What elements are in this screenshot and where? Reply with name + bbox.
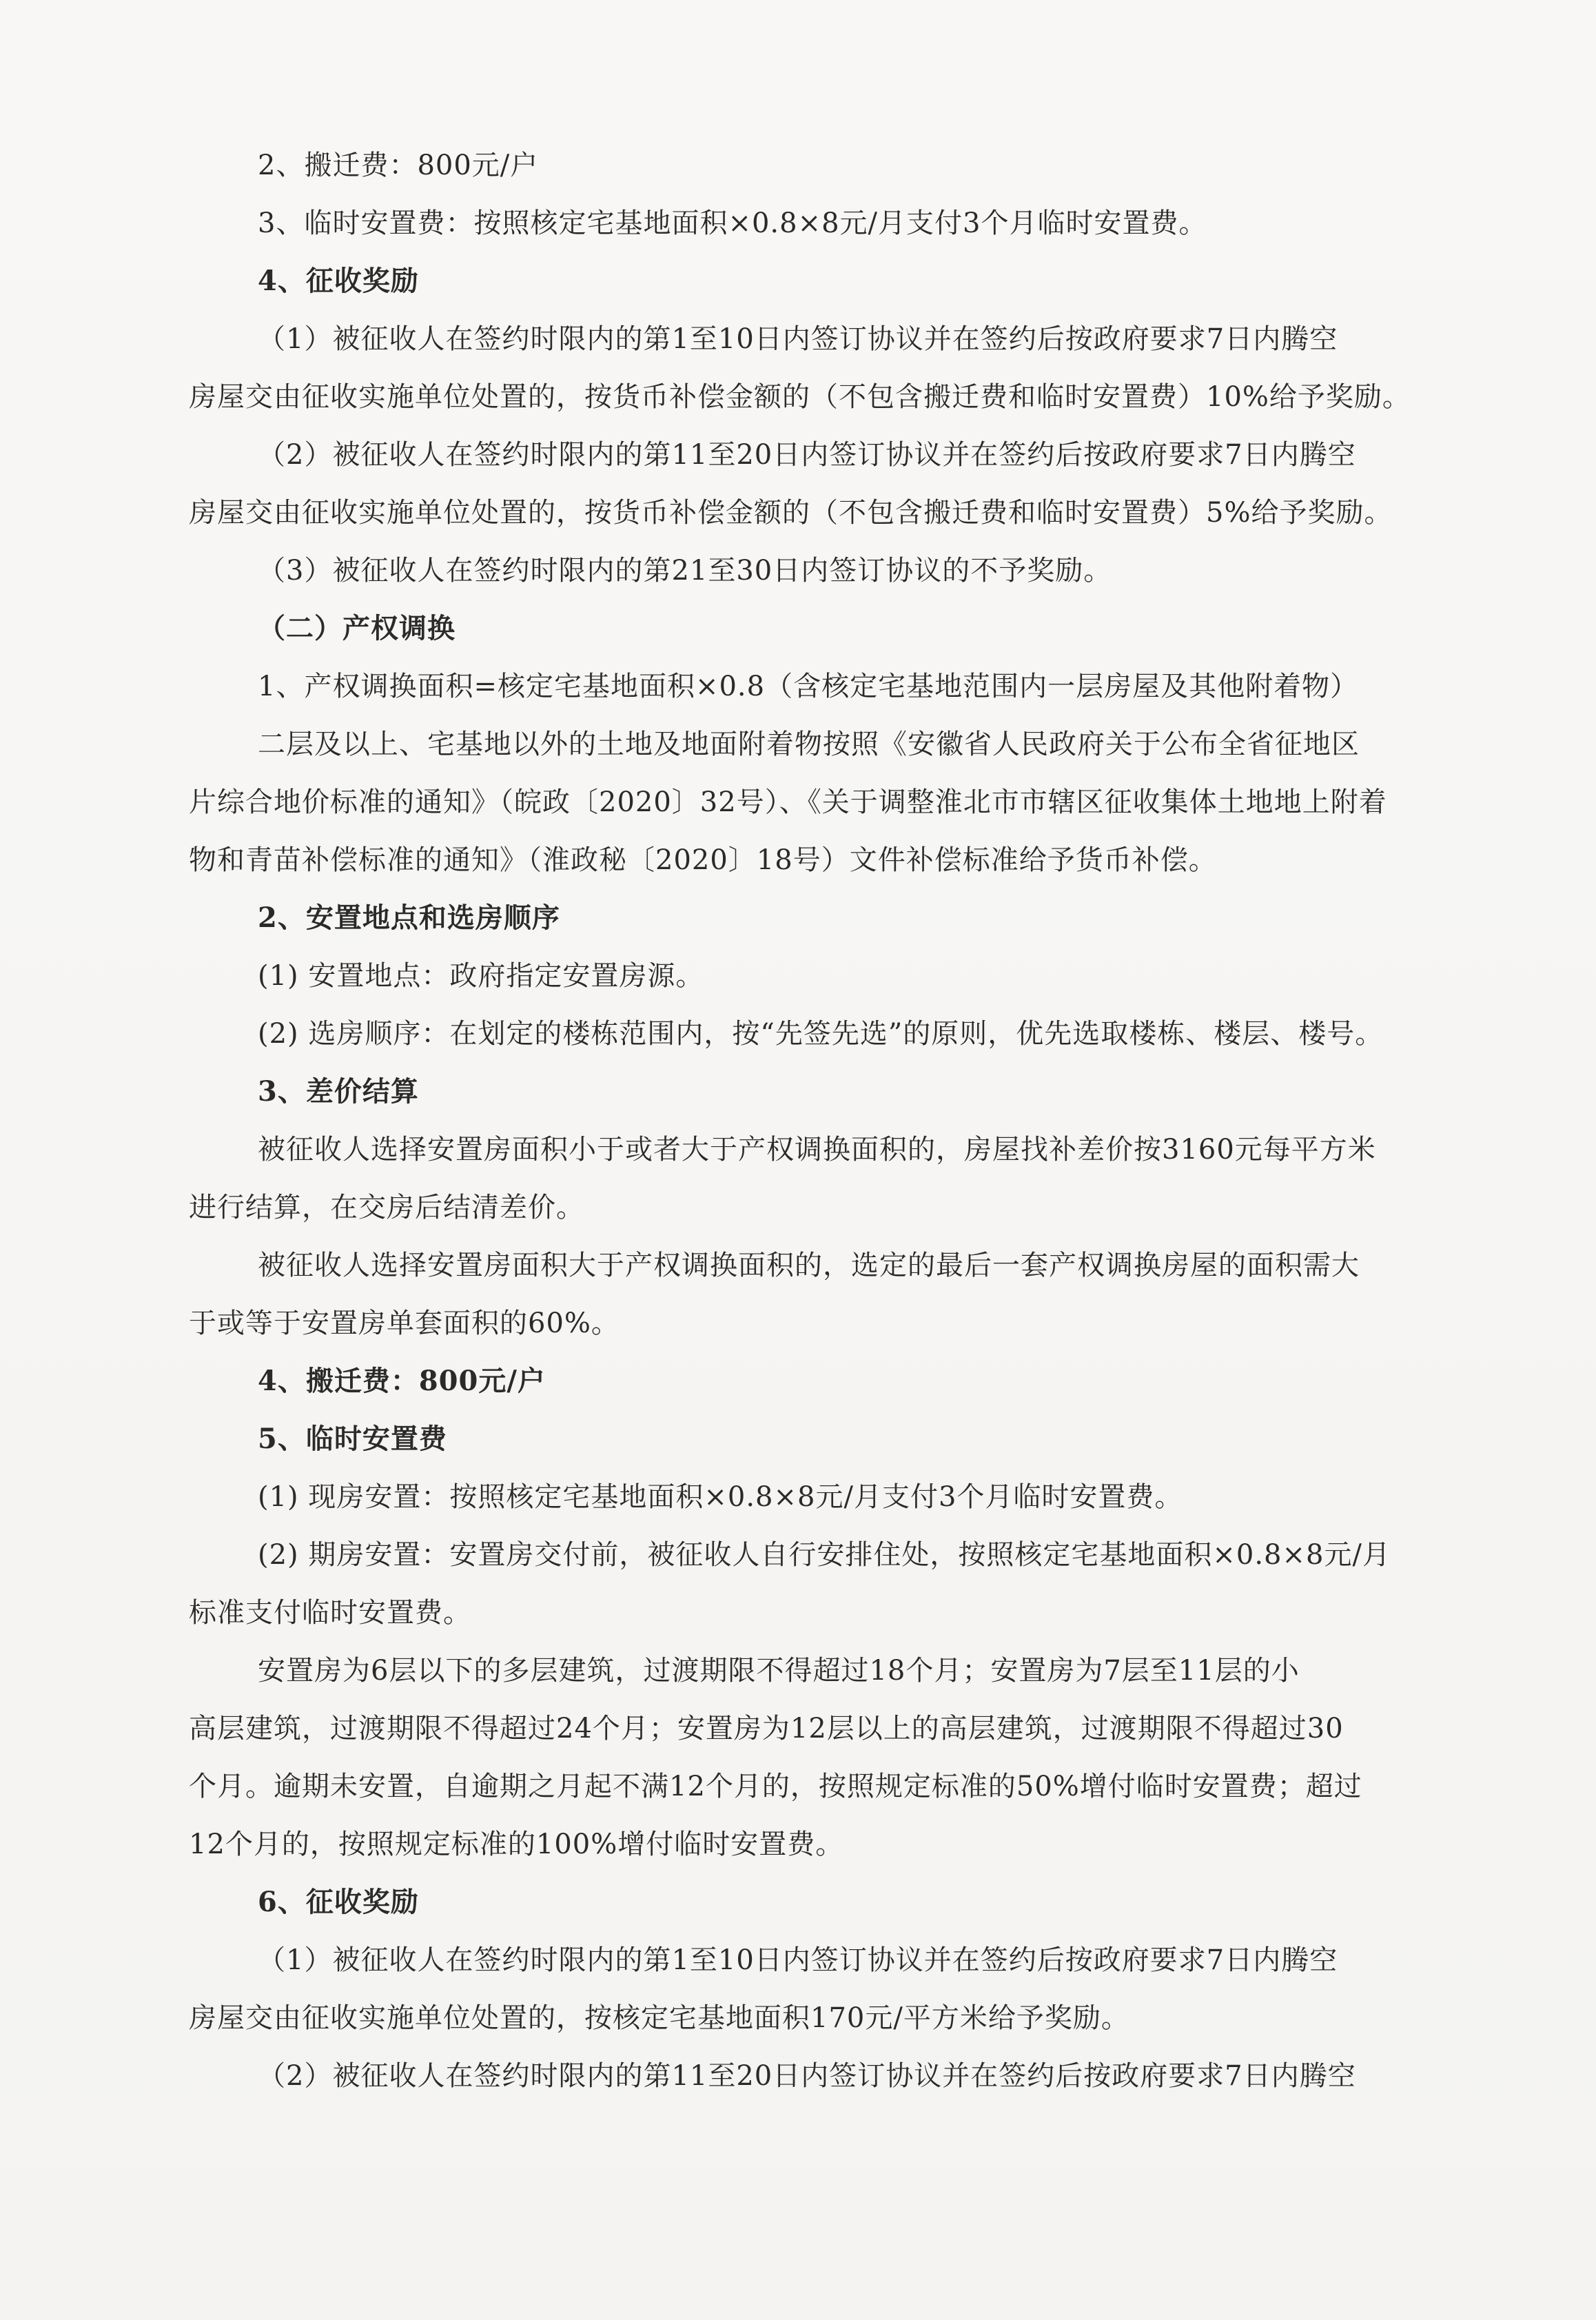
text-line: 5、临时安置费 [258,1423,447,1455]
text-line: （2）被征收人在签约时限内的第11至20日内签订协议并在签约后按政府要求7日内腾空 [258,2060,1356,2092]
text-line: 4、搬迁费：800元/户 [258,1365,546,1397]
text-line: 2、安置地点和选房顺序 [258,902,560,934]
text-line: 1、产权调换面积=核定宅基地面积×0.8（含核定宅基地范围内一层房屋及其他附着物） [258,671,1359,702]
text-line: 于或等于安置房单套面积的60%。 [189,1307,620,1339]
text-line: 被征收人选择安置房面积大于产权调换面积的，选定的最后一套产权调换房屋的面积需大 [258,1250,1360,1281]
text-line: （2）被征收人在签约时限内的第11至20日内签订协议并在签约后按政府要求7日内腾空 [258,439,1356,471]
text-line: 进行结算，在交房后结清差价。 [189,1192,584,1223]
text-line: （1）被征收人在签约时限内的第1至10日内签订协议并在签约后按政府要求7日内腾空 [258,1944,1338,1976]
text-line: 房屋交由征收实施单位处置的，按货币补偿金额的（不包含搬迁费和临时安置费）10%给予奖励。 [189,381,1411,413]
text-line: (1) 现房安置：按照核定宅基地面积×0.8×8元/月支付3个月临时安置费。 [258,1481,1183,1513]
text-line: 高层建筑，过渡期限不得超过24个月；安置房为12层以上的高层建筑，过渡期限不得超过30 [189,1713,1344,1744]
text-line: 12个月的，按照规定标准的100%增付临时安置费。 [189,1829,844,1860]
text-line: （3）被征收人在签约时限内的第21至30日内签订协议的不予奖励。 [258,555,1112,587]
text-line: 3、临时安置费：按照核定宅基地面积×0.8×8元/月支付3个月临时安置费。 [258,207,1207,239]
text-line: 房屋交由征收实施单位处置的，按核定宅基地面积170元/平方米给予奖励。 [189,2002,1129,2034]
text-line: （二）产权调换 [258,612,456,644]
document-body [189,136,1443,2105]
text-line: 个月。逾期未安置，自逾期之月起不满12个月的，按照规定标准的50%增付临时安置费；超过 [189,1771,1362,1802]
text-line: 6、征收奖励 [258,1886,419,1918]
text-line: （1）被征收人在签约时限内的第1至10日内签订协议并在签约后按政府要求7日内腾空 [258,323,1338,355]
text-line: 二层及以上、宅基地以外的土地及地面附着物按照《安徽省人民政府关于公布全省征地区 [258,729,1360,760]
text-line: (2) 选房顺序：在划定的楼栋范围内，按“先签先选”的原则，优先选取楼栋、楼层、楼号。 [258,1018,1384,1050]
text-line: 物和青苗补偿标准的通知》（淮政秘〔2020〕18号）文件补偿标准给予货币补偿。 [189,844,1217,876]
text-line: 3、差价结算 [258,1075,419,1108]
text-line: 标准支付临时安置费。 [189,1597,471,1629]
text-line: 房屋交由征收实施单位处置的，按货币补偿金额的（不包含搬迁费和临时安置费）5%给予奖励。 [189,497,1393,529]
text-line: (2) 期房安置：安置房交付前，被征收人自行安排住处，按照核定宅基地面积×0.8×8元/月 [258,1539,1391,1571]
text-line: (1) 安置地点：政府指定安置房源。 [258,960,704,992]
text-line: 被征收人选择安置房面积小于或者大于产权调换面积的，房屋找补差价按3160元每平方米 [258,1134,1376,1166]
text-line: 片综合地价标准的通知》（皖政〔2020〕32号）、《关于调整淮北市市辖区征收集体土地地上附着 [189,786,1387,818]
text-line: 2、搬迁费：800元/户 [258,150,539,181]
text-line: 4、征收奖励 [258,265,419,297]
text-line: 安置房为6层以下的多层建筑，过渡期限不得超过18个月；安置房为7层至11层的小 [258,1655,1300,1687]
